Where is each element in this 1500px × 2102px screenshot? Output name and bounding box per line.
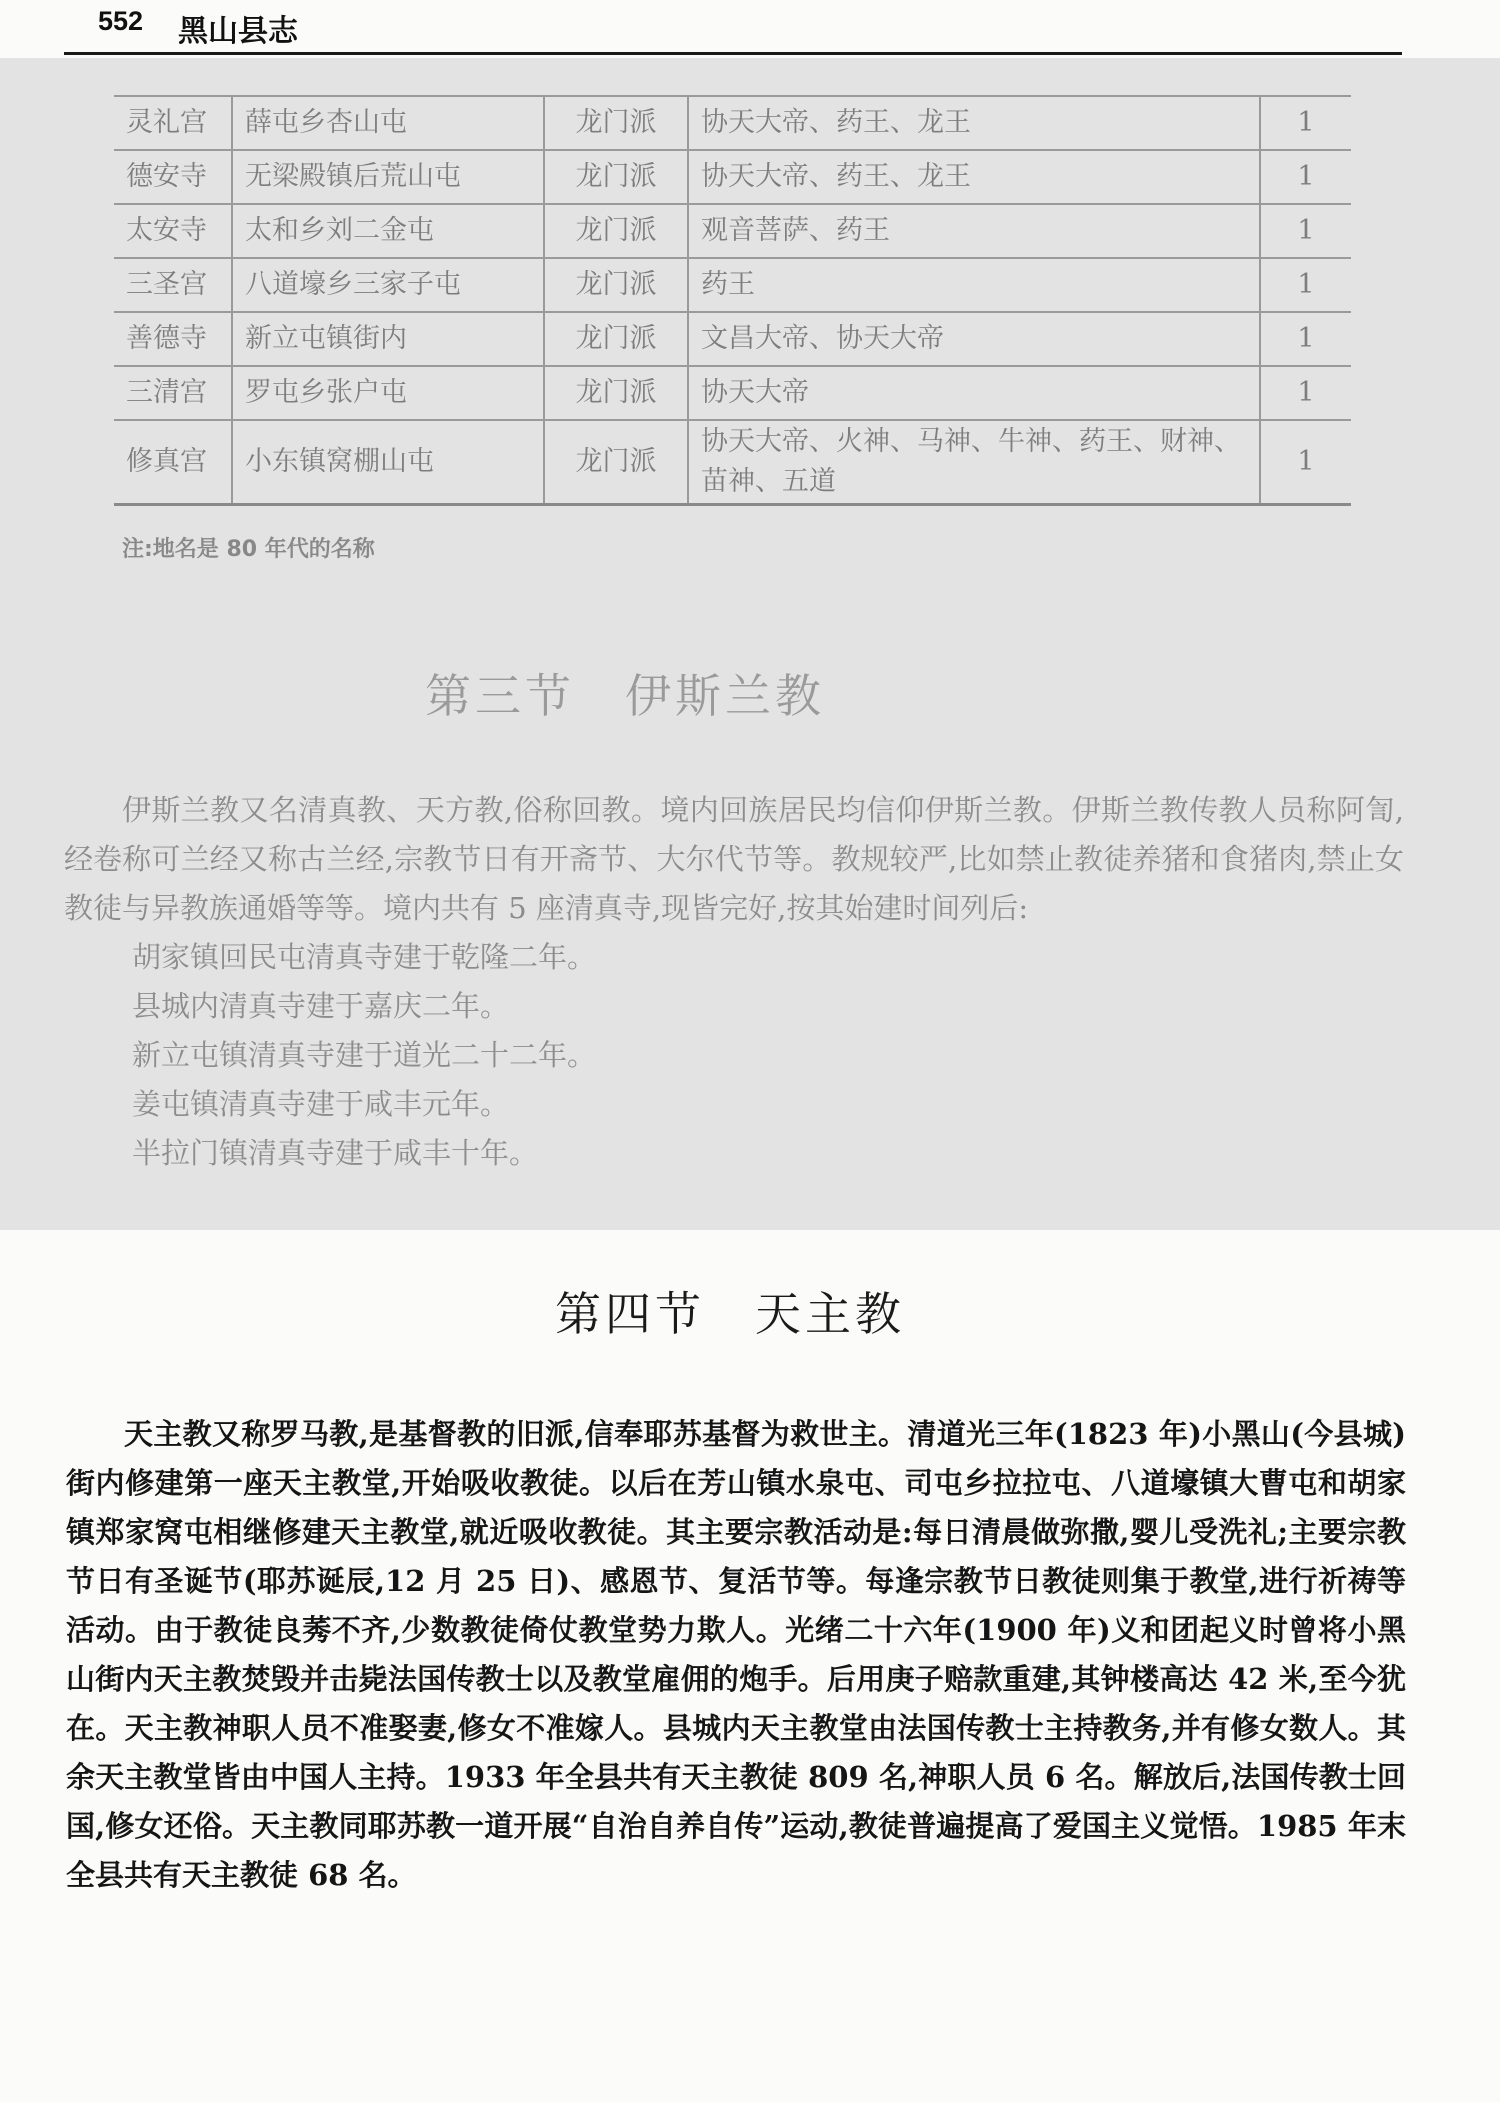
deity-cell: 协天大帝 (688, 366, 1260, 420)
section-4-paragraph: 天主教又称罗马教,是基督教的旧派,信奉耶苏基督为救世主。清道光三年(1823 年)小黑山(今县城)街内修建第一座天主教堂,开始吸收教徒。以后在芳山镇水泉屯、司屯乡拉拉屯、八道壕镇大曹屯和胡家镇郑家窝屯相继修建天主教堂,就近吸收教徒。其主要宗教活动是:每日清晨做弥撒,婴儿受洗礼;主要宗教节日有圣诞节(耶苏诞辰,12 月 25 日)、感恩节、复活节等。每逢宗教节日教徒则集于教堂,进行祈祷等活动。由于教徒良莠不齐,少数教徒倚仗教堂势力欺人。光绪二十六年(1900 年)义和团起义时曾将小黑山街内天主教焚毁并击毙法国传教士以及教堂雇佣的炮手。后用庚子赔款重建,其钟楼高达 42 米,至今犹在。天主教神职人员不准娶妻,修女不准嫁人。县城内天主教堂由法国传教士主持教务,并有修女数人。其余天主教堂皆由中国人主持。1933 年全县共有天主教徒 809 名,神职人员 6 名。解放后,法国传教士回国,修女还俗。天主教同耶苏教一道开展“自治自养自传”运动,教徒普遍提高了爱国主义觉悟。1985 年末全县共有天主教徒 68 名。 (66, 1417, 1406, 1892)
book-title: 黑山县志 (178, 14, 298, 49)
deity-cell: 文昌大帝、协天大帝 (688, 312, 1260, 366)
location-cell: 太和乡刘二金屯 (232, 204, 544, 258)
location-cell: 小东镇窝棚山屯 (232, 420, 544, 504)
count-cell: 1 (1260, 312, 1351, 366)
table-row (114, 204, 1351, 258)
deity-cell: 协天大帝、火神、马神、牛神、药王、财神、苗神、五道 (688, 420, 1260, 504)
table-row (114, 258, 1351, 312)
deity-cell: 药王 (688, 258, 1260, 312)
section-4-title: 第四节 天主教 (555, 1287, 905, 1341)
section-4-body (66, 1410, 1406, 1900)
section-3-title: 第三节 伊斯兰教 (425, 669, 825, 723)
mosque-item: 姜屯镇清真寺建于咸丰元年。 (132, 1087, 510, 1121)
mosque-item: 胡家镇回民屯清真寺建于乾隆二年。 (132, 940, 597, 974)
deity-cell: 协天大帝、药王、龙王 (688, 150, 1260, 204)
mosque-item: 县城内清真寺建于嘉庆二年。 (132, 989, 510, 1023)
temple-name-cell: 太安寺 (114, 204, 232, 258)
mosque-item: 新立屯镇清真寺建于道光二十二年。 (132, 1038, 597, 1072)
table-note: 注:地名是 80 年代的名称 (122, 537, 375, 562)
sect-cell: 龙门派 (544, 150, 688, 204)
temple-name-cell: 三圣宫 (114, 258, 232, 312)
sect-cell: 龙门派 (544, 258, 688, 312)
table-row (114, 420, 1351, 504)
sect-cell: 龙门派 (544, 96, 688, 150)
location-cell: 薛屯乡杏山屯 (232, 96, 544, 150)
temple-name-cell: 三清宫 (114, 366, 232, 420)
temple-table (114, 95, 1351, 506)
table-row (114, 312, 1351, 366)
temple-name-cell: 德安寺 (114, 150, 232, 204)
count-cell: 1 (1260, 150, 1351, 204)
section-3-body (64, 786, 1404, 1178)
deity-cell: 协天大帝、药王、龙王 (688, 96, 1260, 150)
count-cell: 1 (1260, 258, 1351, 312)
sect-cell: 龙门派 (544, 366, 688, 420)
sect-cell: 龙门派 (544, 420, 688, 504)
temple-name-cell: 善德寺 (114, 312, 232, 366)
count-cell: 1 (1260, 420, 1351, 504)
location-cell: 新立屯镇街内 (232, 312, 544, 366)
location-cell: 罗屯乡张户屯 (232, 366, 544, 420)
sect-cell: 龙门派 (544, 312, 688, 366)
table-row (114, 150, 1351, 204)
mosque-item: 半拉门镇清真寺建于咸丰十年。 (132, 1136, 539, 1170)
page-number: 552 (98, 6, 144, 36)
table-row (114, 366, 1351, 420)
count-cell: 1 (1260, 204, 1351, 258)
temple-name-cell: 修真宫 (114, 420, 232, 504)
sect-cell: 龙门派 (544, 204, 688, 258)
deity-cell: 观音菩萨、药王 (688, 204, 1260, 258)
section-3-paragraph: 伊斯兰教又名清真教、天方教,俗称回教。境内回族居民均信仰伊斯兰教。伊斯兰教传教人员称阿訇,经卷称可兰经又称古兰经,宗教节日有开斋节、大尔代节等。教规较严,比如禁止教徒养猪和食猪肉,禁止女教徒与异教族通婚等等。境内共有 5 座清真寺,现皆完好,按其始建时间列后: (64, 793, 1404, 925)
location-cell: 八道壕乡三家子屯 (232, 258, 544, 312)
count-cell: 1 (1260, 96, 1351, 150)
table-row (114, 96, 1351, 150)
location-cell: 无梁殿镇后荒山屯 (232, 150, 544, 204)
temple-name-cell: 灵礼宫 (114, 96, 232, 150)
count-cell: 1 (1260, 366, 1351, 420)
page-header (64, 0, 1402, 55)
